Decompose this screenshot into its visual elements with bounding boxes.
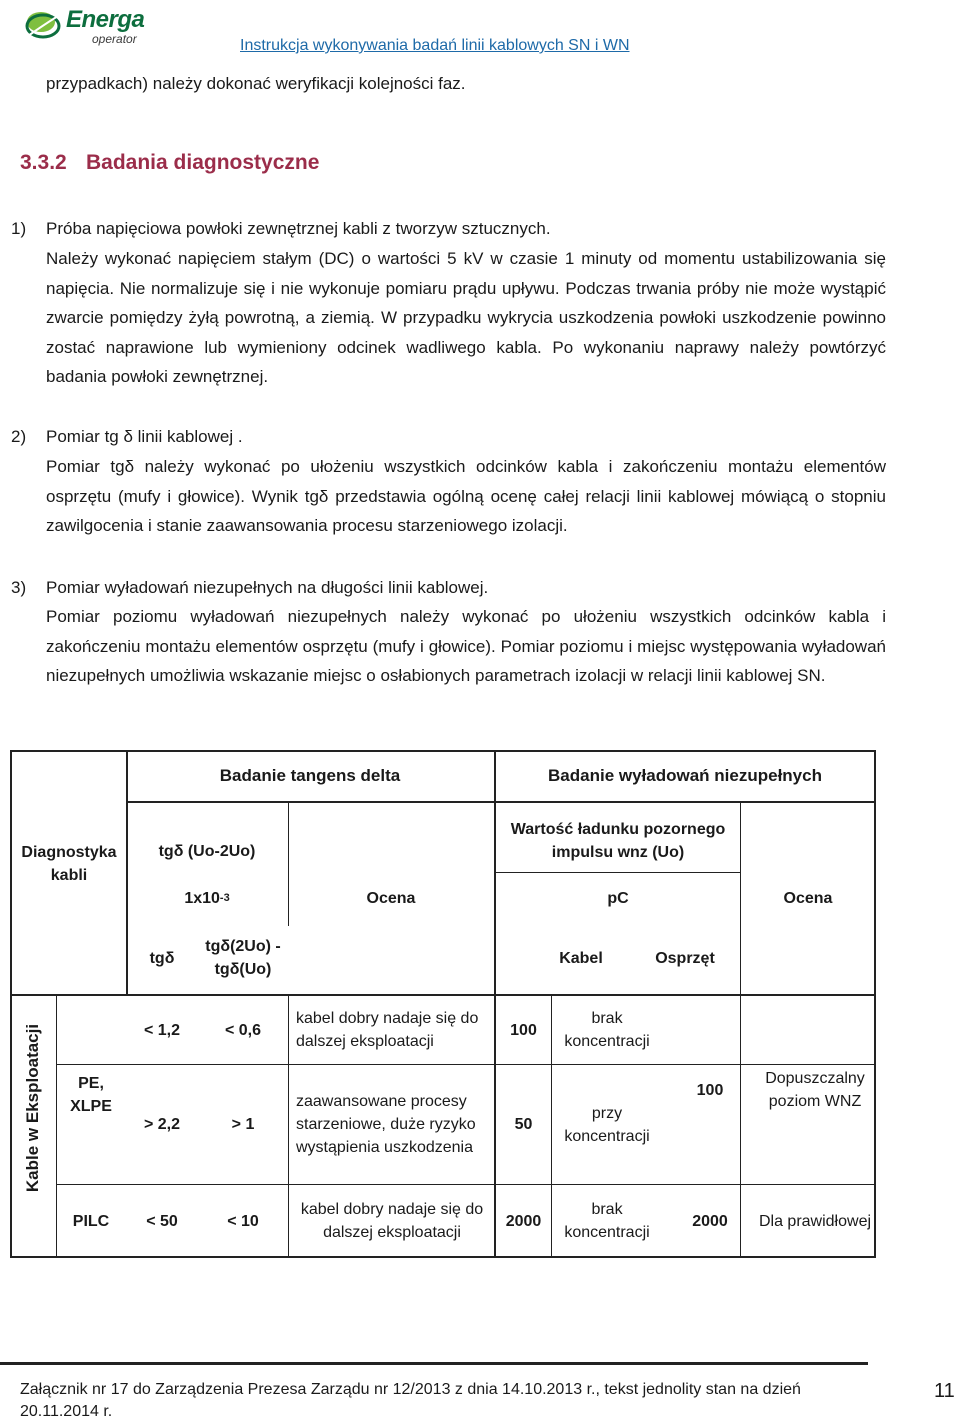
table-border: [10, 750, 12, 1258]
table-cell: 50: [514, 1116, 533, 1133]
logo-subtitle: operator: [92, 32, 137, 46]
cable-type-pe-xlpe: PE, XLPE: [70, 1075, 112, 1115]
list-item-body: Pomiar tgδ należy wykonać po ułożeniu wszystkich odcinków kabla i zakończeniu montażu elementów osprzętu (mufy i głowice). Wynik tgδ przedstawia ogólną ocenę całej relacji linii kablowej mówiącą o stopniu zawilgocenia i stanie zaawansowania procesu starzeniowego izolacji.: [46, 457, 886, 535]
diagnostics-table: [10, 750, 876, 1258]
list-item-body: Należy wykonać napięciem stałym (DC) o wartości 5 kV w czasie 1 minuty od momentu ustabilizowania się napięcia. Nie normalizuje się i nie wykonuje pomiaru prądu upływu. Podczas trwania próby nie może wystąpić zwarcie pomiędzy żyłą powrotną, a ziemią. W przypadku wykrycia uszkodzenia powłoki uszkodzenie powinno zostać naprawione lub wymieniony odcinek wadliwego kabla. Po wykonaniu naprawy należy powtórzyć badania powłoki zewnętrznej.: [46, 249, 886, 386]
table-cell: kabel dobry nadaje się do dalszej eksploatacji: [300, 1201, 484, 1241]
unit-label: 1x10 -3: [184, 889, 230, 907]
list-item-number: 2): [11, 427, 27, 446]
col-tgd-diff-label: tgδ(2Uo) - tgδ(Uo): [205, 938, 281, 978]
col-kabel-label: Kabel: [559, 949, 603, 967]
table-cell: < 50: [146, 1212, 178, 1230]
diagnostyka-label: Diagnostyka kabli: [21, 844, 117, 884]
table-cell: 100: [510, 1021, 537, 1039]
ocena-label: Ocena: [366, 889, 416, 907]
charge-value-label: Wartość ładunku pozornego impulsu wnz (Uo): [510, 821, 726, 861]
cable-type-pilc: PILC: [72, 1212, 110, 1230]
list-item-number: 1): [11, 219, 27, 238]
list-item-title: Pomiar tg δ linii kablowej .: [46, 427, 243, 446]
table-cell: przy koncentracji: [564, 1104, 650, 1145]
list-item-body: Pomiar poziomu wyładowań niezupełnych należy wykonać po ułożeniu wszystkich odcinków kabla i zakończeniu montażu elementów osprzętu (mufy i głowice). Pomiar poziomu i miejsc występowania wyładowań niezupełnych umożliwia wskazanie miejsc o osłabionych parametrach izolacji w relacji linii kablowej SN.: [46, 607, 886, 685]
table-border: [56, 1184, 876, 1185]
table-cell: < 1,2: [143, 1021, 181, 1039]
table-border: [496, 872, 740, 873]
col-osprzet-label: Osprzęt: [655, 949, 715, 967]
ocena-label: Ocena: [783, 889, 833, 907]
table-cell: Dopuszczalny poziom WNZ: [765, 1070, 865, 1110]
list-item-number: 3): [11, 578, 27, 597]
pc-label: pC: [607, 889, 629, 907]
header-tangens-delta: Badanie tangens delta: [219, 766, 401, 785]
section-title: Badania diagnostyczne: [86, 151, 320, 174]
header-title[interactable]: Instrukcja wykonywania badań linii kablowych SN i WN: [240, 37, 630, 54]
continuation-text: przypadkach) należy dokonać weryfikacji kolejności faz.: [46, 74, 466, 93]
page-number: 11: [934, 1380, 955, 1402]
section-number: 3.3.2: [20, 151, 67, 174]
table-border: [10, 1256, 876, 1258]
table-cell: brak koncentracji: [564, 1201, 650, 1241]
section-heading: [20, 151, 319, 175]
header-partial-discharge: Badanie wyładowań niezupełnych: [548, 766, 822, 785]
logo-wordmark: Energa: [66, 6, 145, 33]
tgd-range-label: tgδ (Uo-2Uo): [158, 842, 256, 860]
table-cell: > 1: [231, 1116, 255, 1133]
footer-text: Załącznik nr 17 do Zarządzenia Prezesa Zarządu nr 12/2013 z dnia 14.10.2013 r., tekst jednolity stan na dzień 20.11.2014 r.: [20, 1381, 801, 1420]
energa-leaf-icon: [24, 8, 62, 44]
table-border: [126, 801, 876, 803]
energa-logo: [24, 6, 164, 46]
table-cell: < 0,6: [224, 1021, 262, 1039]
table-cell: < 10: [227, 1212, 259, 1230]
list-item-title: Próba napięciowa powłoki zewnętrznej kabli z tworzyw sztucznych.: [46, 219, 551, 238]
table-cell: zaawansowane procesy starzeniowe, duże ryzyko wystąpienia uszkodzenia: [296, 1093, 476, 1156]
footer-rule: [0, 1362, 868, 1365]
table-cell: 100: [696, 1081, 724, 1099]
table-border: [288, 994, 289, 1258]
table-cell: > 2,2: [143, 1116, 181, 1133]
col-tgd-label: tgδ: [149, 949, 175, 967]
table-cell: kabel dobry nadaje się do dalszej eksploatacji: [296, 1010, 479, 1050]
table-cell: 2000: [692, 1212, 728, 1230]
table-cell: brak koncentracji: [564, 1010, 650, 1050]
table-cell: 2000: [505, 1212, 542, 1230]
table-cell: Dla prawidłowej: [758, 1212, 872, 1230]
list-item-title: Pomiar wyładowań niezupełnych na długości linii kablowej.: [46, 578, 489, 597]
